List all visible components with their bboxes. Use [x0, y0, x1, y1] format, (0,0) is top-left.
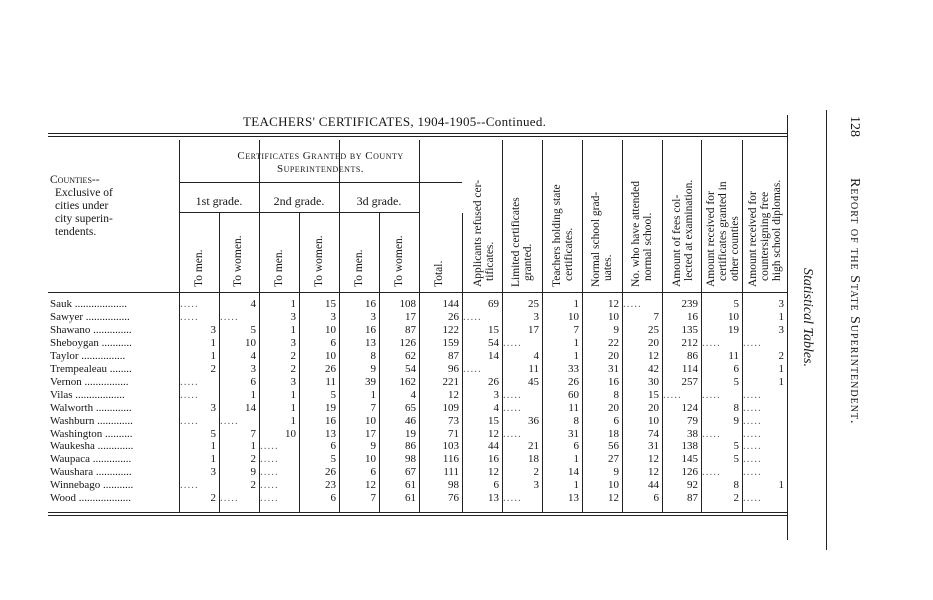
page-title: TEACHERS' CERTIFICATES, 1904-1905--Continued.	[243, 114, 547, 129]
table-cell: 221	[442, 375, 459, 388]
table-cell: 13	[325, 427, 336, 440]
table-cell: 3	[250, 362, 256, 375]
table-cell: 79	[687, 414, 698, 427]
table-cell: .....	[503, 401, 522, 414]
table-cell: 257	[681, 375, 698, 388]
table-cell: 8	[733, 479, 739, 492]
table-cell: 5	[733, 298, 739, 310]
table-cell: .....	[702, 466, 721, 479]
table-cell: 144	[442, 298, 459, 310]
table-cell: 10	[728, 310, 739, 323]
table-cell: 27	[608, 453, 619, 466]
table-cell: 67	[405, 466, 416, 479]
table-cell: 46	[405, 414, 416, 427]
table-cell: 19	[325, 401, 336, 414]
table-cell: 14	[245, 401, 256, 414]
table-cell: 9	[250, 466, 256, 479]
county-name: Waukesha .............	[50, 440, 134, 453]
table-cell: 8	[573, 414, 579, 427]
county-name: Taylor ................	[50, 349, 126, 362]
table-cell: 3	[290, 310, 296, 323]
table-cell: 86	[405, 440, 416, 453]
table-cell: 1	[210, 453, 216, 466]
table-cell: 15	[325, 298, 336, 310]
table-cell: 2	[533, 466, 539, 479]
table-cell: 10	[568, 310, 579, 323]
table-cell: 122	[442, 323, 459, 336]
table-cell: .....	[220, 492, 239, 505]
county-name: Waushara .............	[50, 466, 132, 479]
table-cell: 25	[528, 298, 539, 310]
county-name: Vernon ................	[50, 375, 129, 388]
table-cell: 7	[370, 401, 376, 414]
county-name: Vilas ..................	[50, 388, 125, 401]
table-cell: .....	[260, 453, 279, 466]
table-cell: 36	[528, 414, 539, 427]
table-cell: .....	[503, 336, 522, 349]
table-cell: 26	[448, 310, 459, 323]
table-cell: .....	[743, 440, 762, 453]
table-cell: 6	[330, 492, 336, 505]
table-cell: 6	[330, 440, 336, 453]
table-cell: 16	[687, 310, 698, 323]
table-cell: 6	[330, 336, 336, 349]
table-cell: 3	[533, 479, 539, 492]
table-cell: 12	[488, 427, 499, 440]
col-header-normal-graduates: Normal school grad- uates.	[590, 191, 614, 287]
table-cell: .....	[260, 466, 279, 479]
table-cell: 5	[210, 427, 216, 440]
table-cell: 1	[573, 479, 579, 492]
table-cell: 12	[648, 349, 659, 362]
table-cell: 31	[648, 440, 659, 453]
table-cell: 10	[325, 349, 336, 362]
table-cell: 5	[733, 375, 739, 388]
table-cell: .....	[260, 479, 279, 492]
table-cell: 6	[250, 375, 256, 388]
table-cell: 3	[210, 401, 216, 414]
table-cell: 1	[210, 349, 216, 362]
table-cell: 1	[573, 349, 579, 362]
table-cell: 61	[405, 479, 416, 492]
table-cell: 22	[608, 336, 619, 349]
table-cell: 1	[210, 336, 216, 349]
table-cell: 16	[365, 298, 376, 310]
table-cell: 26	[325, 362, 336, 375]
table-cell: 15	[648, 388, 659, 401]
county-name: Trempealeau ........	[50, 362, 132, 375]
table-cell: 60	[568, 388, 579, 401]
table-cell: 45	[528, 375, 539, 388]
table-cell: 3	[533, 310, 539, 323]
table-cell: 18	[528, 453, 539, 466]
table-cell: 5	[250, 323, 256, 336]
counties-header: Counties-- Exclusive of cities under city superin- tendents.	[50, 174, 113, 238]
county-name: Shawano ..............	[50, 323, 132, 336]
table-cell: 62	[405, 349, 416, 362]
table-cell: .....	[743, 336, 762, 349]
table-cell: .....	[180, 388, 199, 401]
col-header-2nd-men: To men.	[273, 249, 285, 287]
table-cell: 3	[330, 310, 336, 323]
table-cell: 31	[608, 362, 619, 375]
table-cell: 135	[681, 323, 698, 336]
table-cell: 11	[728, 349, 739, 362]
running-head: Report of the State Superintendent.	[847, 178, 862, 425]
page-number: 128	[847, 116, 862, 137]
table-cell: 71	[448, 427, 459, 440]
table-cell: 8	[733, 401, 739, 414]
table-cell: 11	[325, 375, 336, 388]
table-cell: .....	[702, 336, 721, 349]
table-cell: 103	[442, 440, 459, 453]
table-cell: 3	[778, 323, 784, 336]
table-cell: 9	[733, 414, 739, 427]
table-cell: 6	[733, 362, 739, 375]
section-title: Statistical Tables.	[800, 268, 815, 368]
table-cell: 145	[681, 453, 698, 466]
table-cell: 1	[290, 323, 296, 336]
table-cell: 13	[365, 336, 376, 349]
col-header-refused: Applicants refused cer- tificates.	[472, 179, 496, 287]
table-cell: .....	[743, 414, 762, 427]
table-cell: 3	[290, 336, 296, 349]
col-header-state-certificates: Teachers holding state certificates.	[551, 184, 575, 287]
table-cell: 26	[488, 375, 499, 388]
table-cell: 1	[778, 362, 784, 375]
table-cell: 20	[648, 336, 659, 349]
table-top-rule	[48, 133, 787, 134]
table-cell: 10	[608, 479, 619, 492]
table-cell: 54	[405, 362, 416, 375]
table-cell: 4	[533, 349, 539, 362]
table-cell: 109	[442, 401, 459, 414]
table-cell: 12	[448, 388, 459, 401]
county-name: Walworth .............	[50, 401, 132, 414]
table-cell: 25	[648, 323, 659, 336]
table-cell: 1	[290, 414, 296, 427]
table-cell: 2	[290, 349, 296, 362]
table-cell: 9	[370, 362, 376, 375]
column-rule	[787, 140, 788, 512]
table-cell: 126	[681, 466, 698, 479]
table-cell: .....	[180, 298, 199, 310]
table-cell: 6	[573, 440, 579, 453]
table-cell: 2	[210, 492, 216, 505]
table-cell: .....	[260, 440, 279, 453]
table-cell: 15	[488, 323, 499, 336]
table-cell: .....	[743, 492, 762, 505]
county-name: Waupaca ..............	[50, 453, 132, 466]
table-cell: 19	[728, 323, 739, 336]
table-cell: 3	[493, 388, 499, 401]
table-cell: 10	[245, 336, 256, 349]
group-header: Certificates Granted by County Superintendents.	[237, 150, 404, 175]
table-cell: 1	[290, 401, 296, 414]
col-header-1st-men: To men.	[193, 249, 205, 287]
table-cell: 3	[778, 298, 784, 310]
table-cell: 13	[488, 492, 499, 505]
grade-header-1st: 1st grade.	[195, 194, 243, 208]
table-cell: 1	[210, 440, 216, 453]
table-cell: 12	[608, 298, 619, 310]
table-cell: 114	[681, 362, 698, 375]
county-name: Sauk ...................	[50, 298, 127, 310]
table-cell: .....	[503, 492, 522, 505]
table-cell: 14	[488, 349, 499, 362]
table-cell: 42	[648, 362, 659, 375]
table-cell: 16	[608, 375, 619, 388]
col-header-countersigning: Amount received for countersigning free high school diplomas.	[747, 179, 783, 287]
table-cell: 31	[568, 427, 579, 440]
table-cell: .....	[180, 479, 199, 492]
table-cell: 8	[613, 388, 619, 401]
table-cell: 10	[365, 414, 376, 427]
table-cell: 13	[568, 492, 579, 505]
col-header-1st-women: To women.	[232, 235, 244, 287]
table-cell: .....	[663, 388, 682, 401]
table-cell: 16	[325, 414, 336, 427]
table-cell: 73	[448, 414, 459, 427]
table-cell: 2	[733, 492, 739, 505]
table-cell: 11	[528, 362, 539, 375]
table-cell: 4	[410, 388, 416, 401]
table-cell: 9	[613, 466, 619, 479]
col-header-other-counties: Amount received for certificates granted in other counties	[705, 181, 741, 287]
table-cell: 10	[608, 310, 619, 323]
table-cell: 12	[648, 466, 659, 479]
col-header-fees: Amount of fees col- lected at examination.	[671, 179, 695, 287]
table-cell: 1	[250, 388, 256, 401]
table-cell: 9	[370, 440, 376, 453]
county-name: Sawyer ................	[50, 310, 130, 323]
table-cell: 126	[399, 336, 416, 349]
table-cell: 16	[488, 453, 499, 466]
table-cell: 12	[488, 466, 499, 479]
table-cell: 21	[528, 440, 539, 453]
table-cell: 159	[442, 336, 459, 349]
table-cell: 10	[365, 453, 376, 466]
table-cell: 26	[568, 375, 579, 388]
table-cell: .....	[702, 388, 721, 401]
table-cell: 74	[648, 427, 659, 440]
col-header-attended-normal: No. who have attended normal school.	[630, 180, 654, 287]
table-cell: .....	[503, 427, 522, 440]
county-name: Washington ..........	[50, 427, 133, 440]
table-cell: 33	[568, 362, 579, 375]
table-cell: 20	[648, 401, 659, 414]
table-cell: 1	[573, 298, 579, 310]
table-cell: 1	[250, 440, 256, 453]
table-cell: 6	[370, 466, 376, 479]
table-cell: 61	[405, 492, 416, 505]
table-cell: 5	[330, 388, 336, 401]
table-cell: 212	[681, 336, 698, 349]
table-cell: 5	[733, 440, 739, 453]
table-cell: 8	[370, 349, 376, 362]
col-header-total: Total.	[433, 260, 445, 287]
table-cell: 1	[778, 375, 784, 388]
table-cell: 1	[573, 453, 579, 466]
table-cell: 44	[648, 479, 659, 492]
table-cell: 69	[488, 298, 499, 310]
table-cell: 17	[528, 323, 539, 336]
table-cell: 3	[370, 310, 376, 323]
grade-header-3d: 3d grade.	[356, 194, 402, 208]
table-cell: .....	[743, 466, 762, 479]
table-cell: 1	[290, 388, 296, 401]
table-cell: 7	[573, 323, 579, 336]
table-cell: .....	[180, 310, 199, 323]
table-cell: .....	[220, 310, 239, 323]
table-cell: 17	[405, 310, 416, 323]
table-cell: 111	[443, 466, 459, 479]
table-cell: 87	[687, 492, 698, 505]
table-cell: .....	[220, 414, 239, 427]
table-cell: 15	[488, 414, 499, 427]
table-cell: 96	[448, 362, 459, 375]
table-cell: 10	[285, 427, 296, 440]
table-cell: 26	[325, 466, 336, 479]
table-cell: .....	[463, 310, 482, 323]
table-cell: 65	[405, 401, 416, 414]
table-cell: 2	[210, 362, 216, 375]
table-cell: 10	[325, 323, 336, 336]
table-cell: 7	[250, 427, 256, 440]
table-cell: 1	[778, 310, 784, 323]
table-cell: 30	[648, 375, 659, 388]
table-cell: 2	[250, 453, 256, 466]
table-cell: 162	[399, 375, 416, 388]
table-cell: 1	[290, 298, 296, 310]
table-cell: .....	[743, 453, 762, 466]
table-cell: 87	[448, 349, 459, 362]
table-cell: .....	[743, 388, 762, 401]
table-header-bottom-rule	[48, 292, 787, 293]
table-cell: 3	[210, 466, 216, 479]
table-cell: 14	[568, 466, 579, 479]
table-cell: 19	[405, 427, 416, 440]
table-cell: 3	[290, 375, 296, 388]
table-cell: 6	[613, 414, 619, 427]
col-header-limited: Limited certificates granted.	[510, 197, 534, 287]
table-cell: 12	[365, 479, 376, 492]
table-cell: .....	[260, 492, 279, 505]
table-cell: 239	[681, 298, 698, 310]
table-cell: 10	[648, 414, 659, 427]
table-top-rule-2	[48, 136, 787, 137]
table-cell: 5	[733, 453, 739, 466]
county-name: Winnebago ...........	[50, 479, 134, 492]
table-cell: .....	[180, 414, 199, 427]
table-cell: 4	[493, 401, 499, 414]
table-cell: .....	[623, 298, 642, 310]
table-cell: 16	[365, 323, 376, 336]
table-bottom-rule	[48, 512, 787, 513]
table-cell: .....	[503, 388, 522, 401]
table-cell: 12	[648, 453, 659, 466]
table-cell: 98	[448, 479, 459, 492]
table-cell: 6	[493, 479, 499, 492]
table-bottom-rule-2	[48, 515, 787, 516]
left-margin-rule	[826, 110, 827, 550]
table-cell: 116	[442, 453, 459, 466]
table-cell: .....	[743, 427, 762, 440]
table-cell: 87	[405, 323, 416, 336]
table-cell: 92	[687, 479, 698, 492]
table-cell: 124	[681, 401, 698, 414]
col-header-2nd-women: To women.	[313, 235, 325, 287]
county-name: Sheboygan ...........	[50, 336, 132, 349]
table-cell: 7	[653, 310, 659, 323]
table-cell: 5	[330, 453, 336, 466]
table-cell: 17	[365, 427, 376, 440]
table-cell: 54	[488, 336, 499, 349]
table-cell: 9	[613, 323, 619, 336]
grade-header-2nd: 2nd grade.	[273, 194, 325, 208]
table-cell: 86	[687, 349, 698, 362]
table-cell: 7	[370, 492, 376, 505]
table-cell: 23	[325, 479, 336, 492]
table-cell: .....	[463, 362, 482, 375]
table-cell: 20	[608, 401, 619, 414]
col-header-3d-men: To men.	[353, 249, 365, 287]
table-cell: 1	[778, 479, 784, 492]
table-cell: 56	[608, 440, 619, 453]
table-cell: 38	[687, 427, 698, 440]
table-cell: 2	[778, 349, 784, 362]
county-name: Wood ...................	[50, 492, 132, 505]
table-cell: 4	[250, 298, 256, 310]
table-cell: 76	[448, 492, 459, 505]
table-cell: .....	[702, 427, 721, 440]
table-cell: 3	[210, 323, 216, 336]
table-cell: 11	[568, 401, 579, 414]
table-cell: 12	[608, 492, 619, 505]
table-cell: 4	[250, 349, 256, 362]
table-cell: 1	[370, 388, 376, 401]
table-cell: 1	[573, 336, 579, 349]
table-cell: 39	[365, 375, 376, 388]
table-cell: 6	[653, 492, 659, 505]
county-name: Washburn .............	[50, 414, 133, 427]
table-cell: 138	[681, 440, 698, 453]
table-cell: 2	[290, 362, 296, 375]
table-cell: 20	[608, 349, 619, 362]
table-cell: 2	[250, 479, 256, 492]
table-cell: .....	[743, 401, 762, 414]
table-cell: .....	[180, 375, 199, 388]
table-cell: 98	[405, 453, 416, 466]
col-header-3d-women: To women.	[393, 235, 405, 287]
table-cell: 18	[608, 427, 619, 440]
table-cell: 108	[399, 298, 416, 310]
table-cell: 44	[488, 440, 499, 453]
